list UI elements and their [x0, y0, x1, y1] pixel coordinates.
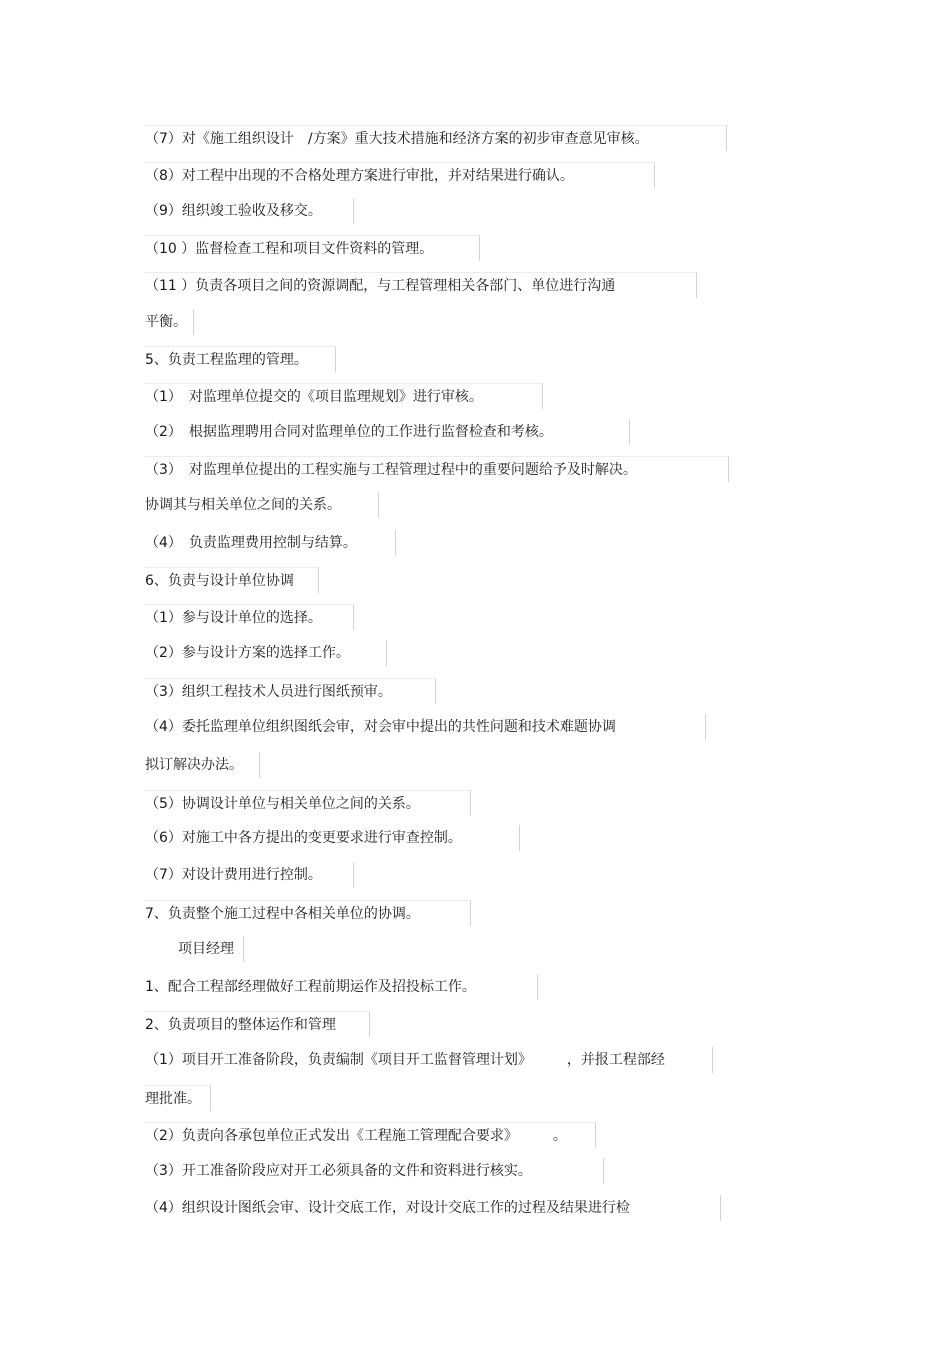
text-line: （6）对施工中各方提出的变更要求进行审查控制。 [145, 825, 520, 851]
text-line: （4）委托监理单位组织图纸会审，对会审中提出的共性问题和技术难题协调 [145, 714, 706, 740]
text-line: （1）参与设计单位的选择。 [145, 604, 354, 630]
text-line: （2） 根据监理聘用合同对监理单位的工作进行监督检查和考核。 [145, 419, 630, 445]
text-line: （9）组织竣工验收及移交。 [145, 198, 354, 224]
section-heading: 6、负责与设计单位协调 [145, 567, 319, 593]
text-line: 平衡。 [145, 309, 194, 335]
text-line: （4） 负责监理费用控制与结算。 [145, 530, 396, 556]
text-line: 理批准。 [145, 1085, 211, 1111]
text-line: （7）对《施工组织设计 /方案》重大技术措施和经济方案的初步审查意见审核。 [145, 125, 727, 151]
text-line: （11 ）负责各项目之间的资源调配，与工程管理相关各部门、单位进行沟通 [145, 272, 697, 298]
text-line: （3）开工准备阶段应对开工必须具备的文件和资料进行核实。 [145, 1158, 604, 1184]
section-heading: 2、负责项目的整体运作和管理 [145, 1011, 370, 1037]
text-line: （10 ）监督检查工程和项目文件资料的管理。 [145, 235, 480, 261]
text-line: （8）对工程中出现的不合格处理方案进行审批，并对结果进行确认。 [145, 162, 655, 188]
text-line: （4）组织设计图纸会审、设计交底工作，对设计交底工作的过程及结果进行检 [145, 1195, 721, 1221]
text-line: （3） 对监理单位提出的工程实施与工程管理过程中的重要问题给予及时解决。 [145, 456, 729, 482]
section-heading: 7、负责整个施工过程中各相关单位的协调。 [145, 900, 471, 926]
text-line: （2）负责向各承包单位正式发出《工程施工管理配合要求》 。 [145, 1122, 596, 1148]
text-line: （3）组织工程技术人员进行图纸预审。 [145, 678, 436, 704]
text-line: （1） 对监理单位提交的《项目监理规划》进行审核。 [145, 383, 543, 409]
role-heading: 项目经理 [178, 936, 244, 962]
text-line: （7）对设计费用进行控制。 [145, 862, 354, 888]
section-heading: 5、负责工程监理的管理。 [145, 346, 336, 372]
text-line: 协调其与相关单位之间的关系。 [145, 492, 379, 518]
text-line: （5）协调设计单位与相关单位之间的关系。 [145, 790, 471, 816]
text-line: （2）参与设计方案的选择工作。 [145, 640, 387, 666]
text-line: 拟订解决办法。 [145, 752, 260, 778]
section-heading: 1、配合工程部经理做好工程前期运作及招投标工作。 [145, 974, 538, 1000]
text-line: （1）项目开工准备阶段，负责编制《项目开工监督管理计划》 ，并报工程部经 [145, 1047, 713, 1073]
